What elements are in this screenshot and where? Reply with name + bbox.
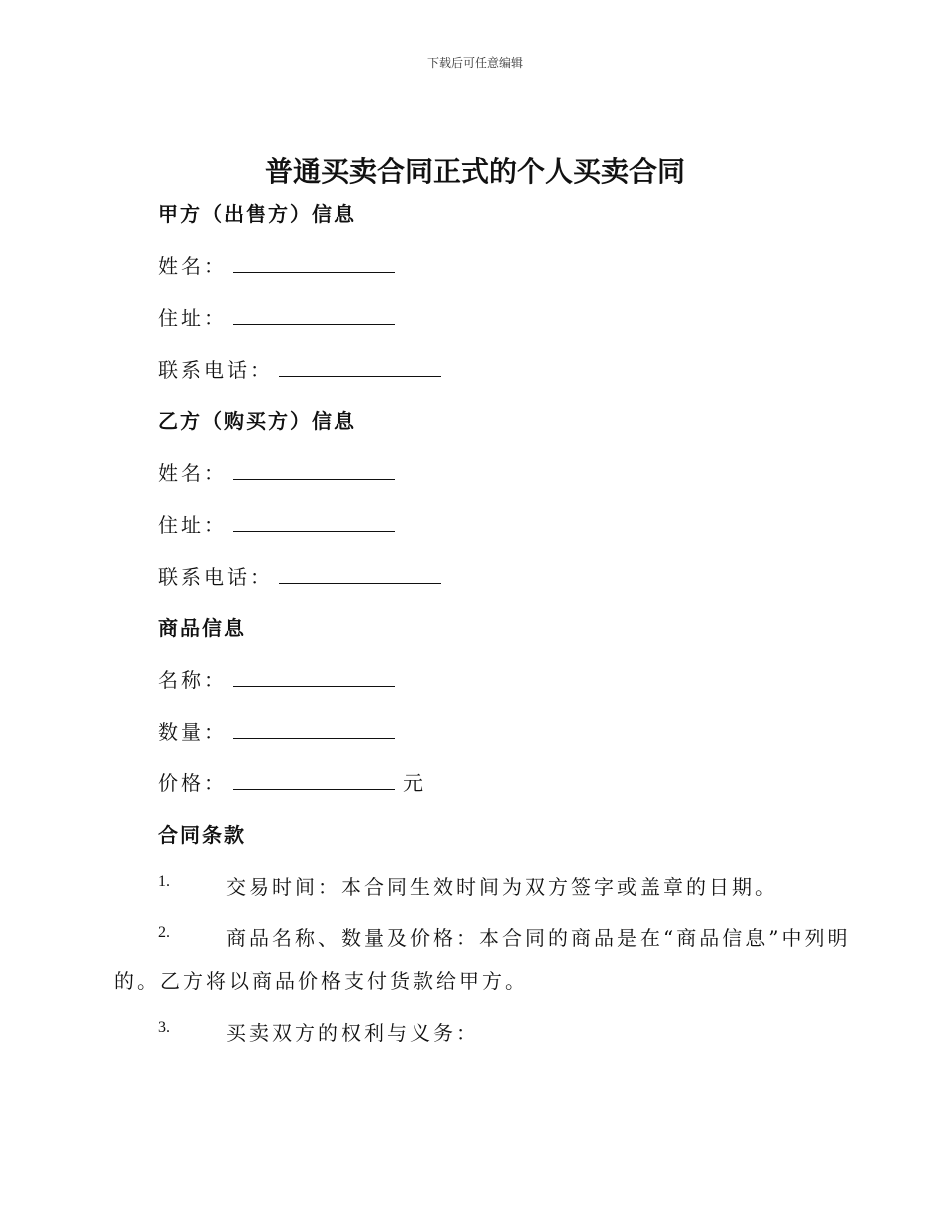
clause-number: 2. xyxy=(158,924,170,941)
party-a-phone-field xyxy=(158,354,441,383)
party-a-address-blank[interactable] xyxy=(233,304,395,325)
party-b-phone-label: 联系电话： xyxy=(158,565,273,589)
goods-price-unit: 元 xyxy=(403,771,426,795)
document-title: 普通买卖合同正式的个人买卖合同 xyxy=(264,155,685,188)
page-header-note: 下载后可任意编辑 xyxy=(426,56,523,70)
party-b-name-blank[interactable] xyxy=(233,459,395,480)
terms-heading: 合同条款 xyxy=(158,823,246,847)
party-b-name-label: 姓名： xyxy=(158,461,227,485)
clause-2-continuation: 的。乙方将以商品价格支付货款给甲方。 xyxy=(114,969,528,993)
party-b-phone-blank[interactable] xyxy=(279,563,441,584)
goods-quantity-blank[interactable] xyxy=(233,718,395,739)
party-a-name-label: 姓名： xyxy=(158,254,227,278)
clause-number: 3. xyxy=(158,1019,170,1036)
goods-name-field xyxy=(158,664,395,693)
party-a-phone-label: 联系电话： xyxy=(158,358,273,382)
goods-name-blank[interactable] xyxy=(233,666,395,687)
party-b-address-blank[interactable] xyxy=(233,511,395,532)
clause-text: 买卖双方的权利与义务： xyxy=(226,1021,479,1045)
goods-quantity-field xyxy=(158,716,395,745)
party-a-address-label: 住址： xyxy=(158,306,227,330)
party-b-heading: 乙方（购买方）信息 xyxy=(158,409,356,433)
party-b-phone-field xyxy=(158,561,441,590)
party-a-phone-blank[interactable] xyxy=(279,356,441,377)
clause-text: 交易时间：本合同生效时间为双方签字或盖章的日期。 xyxy=(226,875,778,899)
party-b-address-field xyxy=(158,509,395,538)
clause-text: 商品名称、数量及价格：本合同的商品是在“商品信息”中列明 xyxy=(226,926,851,950)
goods-price-label: 价格： xyxy=(158,771,227,795)
goods-price-blank[interactable] xyxy=(233,769,395,790)
party-a-heading: 甲方（出售方）信息 xyxy=(158,202,356,226)
party-b-address-label: 住址： xyxy=(158,513,227,537)
party-a-name-field xyxy=(158,250,395,279)
party-a-name-blank[interactable] xyxy=(233,252,395,273)
goods-quantity-label: 数量： xyxy=(158,720,227,744)
party-a-address-field xyxy=(158,302,395,331)
party-b-name-field xyxy=(158,457,395,486)
clause-number: 1. xyxy=(158,873,170,890)
goods-name-label: 名称： xyxy=(158,668,227,692)
goods-price-field xyxy=(158,767,426,796)
goods-heading: 商品信息 xyxy=(158,616,246,640)
